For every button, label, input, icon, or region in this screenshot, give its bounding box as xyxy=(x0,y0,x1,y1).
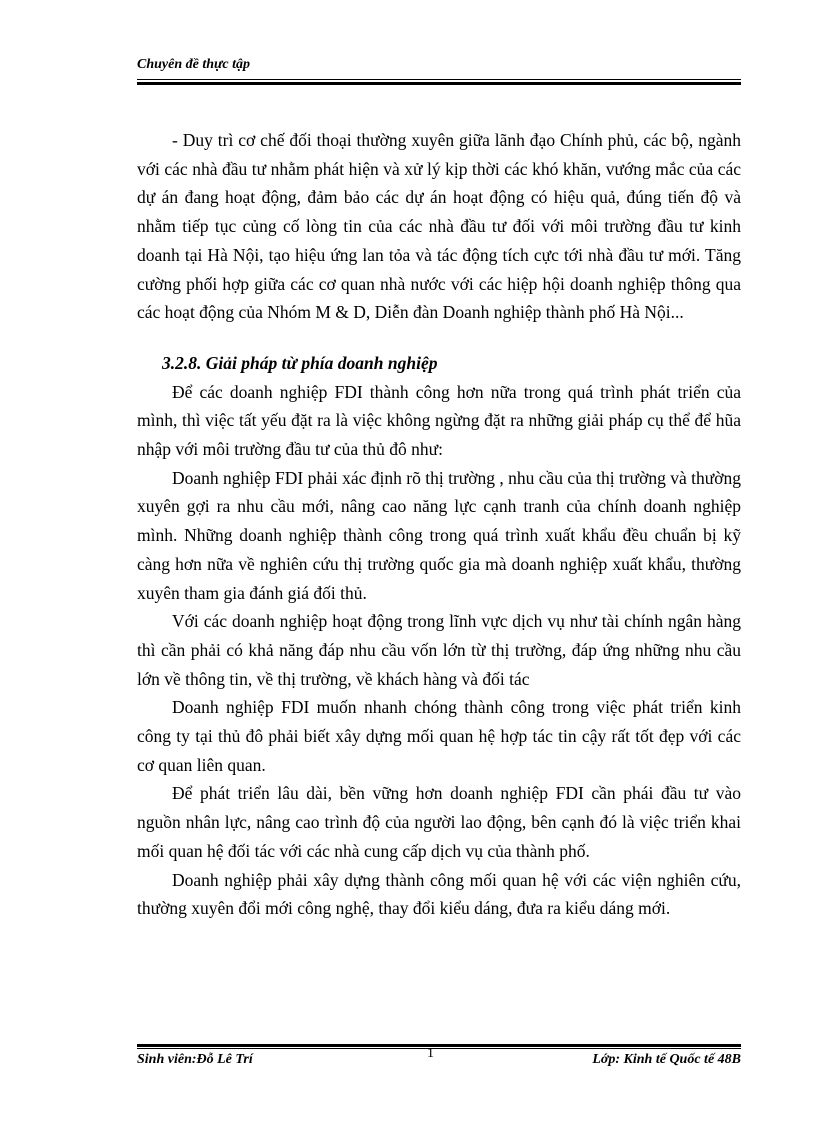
paragraph-financial-services: Với các doanh nghiệp hoạt động trong lĩnh vực dịch vụ như tài chính ngân hàng thì cần phải có khả năng đáp nhu cầu vốn lớn từ thị trường, đáp ứng những nhu cầu lớn về thông tin, về thị trường, về khách hàng và đối tác xyxy=(137,611,741,689)
header-title: Chuyên đề thực tập xyxy=(137,57,251,72)
paragraph-relationships: Doanh nghiệp FDI muốn nhanh chóng thành công trong việc phát triển kinh công ty tại thủ đô phải biết xây dựng mối quan hệ hợp tác tin cậy rất tốt đẹp với các cơ quan liên quan. xyxy=(137,697,741,775)
paragraph-innovation: Doanh nghiệp phải xây dựng thành công mối quan hệ với các viện nghiên cứu, thường xuyên đổi mới công nghệ, thay đổi kiểu dáng, đưa ra kiểu dáng mới. xyxy=(137,869,741,919)
paragraph-dialogue-mechanism: - Duy trì cơ chế đối thoại thường xuyên giữa lãnh đạo Chính phủ, các bộ, ngành với các nhà đầu tư nhằm phát hiện và xử lý kịp thời các khó khăn, vướng mắc của các dự án đang hoạt động, đảm bảo các dự án hoạt động có hiệu quả, đúng tiến độ và nhằm tiếp tục củng cố lòng tin của các nhà đầu tư đối với môi trường đầu tư kinh doanh tại Hà Nội, tạo hiệu ứng lan tỏa và tác động tích cực tới nhà đầu tư mới. Tăng cường phối hợp giữa các cơ quan nhà nước với các hiệp hội doanh nghiệp thông qua các hoạt động của Nhóm M & D, Diễn đàn Doanh nghiệp thành phố Hà Nội... xyxy=(137,130,741,323)
page-footer xyxy=(137,1046,741,1070)
paragraph-human-resources: Để phát triển lâu dài, bền vững hơn doanh nghiệp FDI cần phái đầu tư vào nguồn nhân lực, nâng cao trình độ của người lao động, bên cạnh đó là việc triển khai mối quan hệ đối tác với các nhà cung cấp dịch vụ của thành phố. xyxy=(137,783,741,861)
paragraph-intro: Để các doanh nghiệp FDI thành công hơn nữa trong quá trình phát triển của mình, thì việc tất yếu đặt ra là việc không ngừng đặt ra những giải pháp cụ thể để hũa nhập với môi trường đầu tư của thủ đô như: xyxy=(137,381,741,460)
footer-class-name: Lớp: Kinh tế Quốc tế 48B xyxy=(592,1052,741,1067)
page-number: 1 xyxy=(427,1046,434,1061)
footer-student-name: Sinh viên:Đỗ Lê Trí xyxy=(137,1052,253,1067)
paragraph-market-analysis: Doanh nghiệp FDI phải xác định rõ thị trường , nhu cầu của thị trường và thường xuyên gợi ra nhu cầu mới, nâng cao năng lực cạnh tranh của chính doanh nghiệp mình. Những doanh nghiệp thành công trong quá trình xuất khẩu đều chuẩn bị kỹ càng hơn nữa về nghiên cứu thị trường quốc gia mà doanh nghiệp xuất khẩu, thường xuyên tham gia đánh giá đối thủ. xyxy=(137,467,741,603)
section-heading: 3.2.8. Giải pháp từ phía doanh nghiệp xyxy=(162,352,438,373)
page-body xyxy=(137,126,741,923)
header-rule-thick xyxy=(137,82,741,85)
header-rule-thin xyxy=(137,79,741,80)
